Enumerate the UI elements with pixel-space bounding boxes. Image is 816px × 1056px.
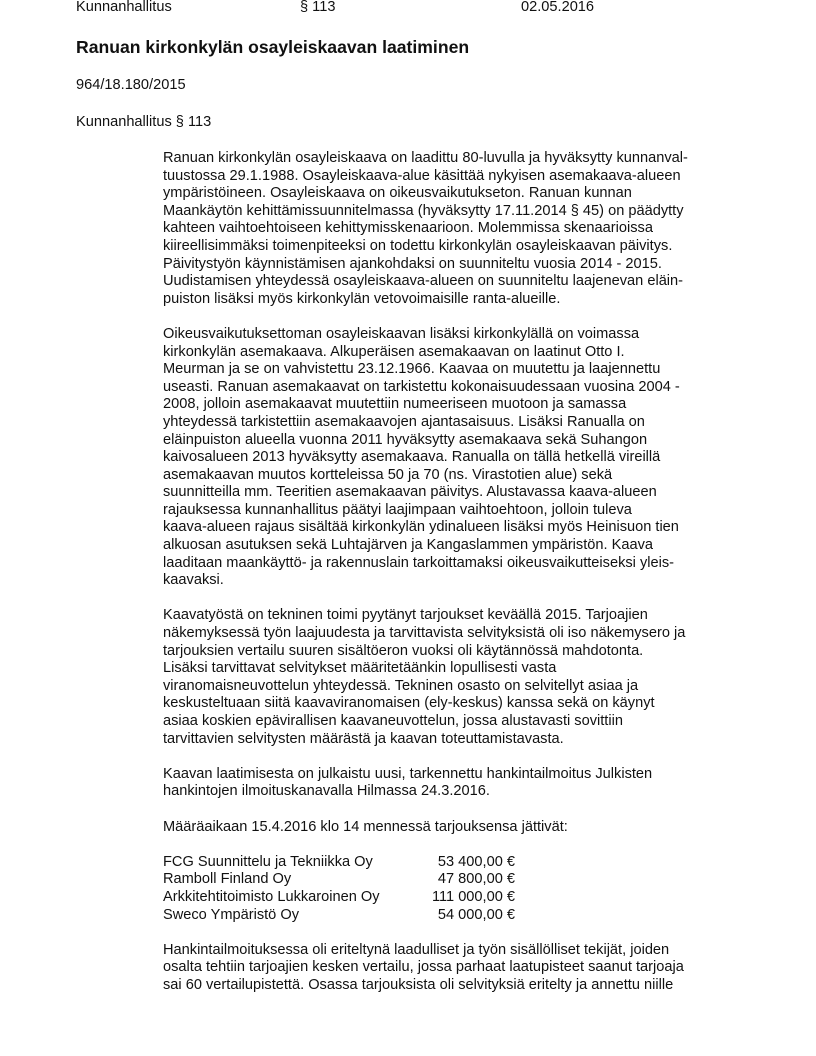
text-line: kahteen vaihtoehtoiseen kehittymisskenaarioon. Molemmissa skenaarioissa	[163, 220, 653, 237]
text-line: Kaavatyöstä on tekninen toimi pyytänyt tarjoukset keväällä 2015. Tarjoajien	[163, 607, 648, 624]
bid-row	[163, 871, 753, 889]
text-line: kaivosalueen 2013 hyväksytty asemakaava. Ranualla on tällä hetkellä vireillä	[163, 449, 661, 466]
text-line: Meurman ja se on vahvistettu 23.12.1966. Kaavaa on muutettu ja laajennettu	[163, 361, 661, 378]
text-line: asemakaavan muutos kortteleissa 50 ja 70 (ns. Virastotien alue) sekä	[163, 466, 613, 483]
text-line: eläinpuiston alueella vuonna 2011 hyväksytty asemakaava sekä Suhangon	[163, 431, 648, 448]
text-line: Hankintailmoituksessa oli eriteltynä laadulliset ja työn sisällölliset tekijät, joiden	[163, 941, 670, 958]
text-line: kirkonkylän asemakaava. Alkuperäisen asemakaavan on laatinut Otto I.	[163, 343, 625, 360]
text-line: kaavaksi.	[163, 572, 224, 589]
text-line: laaditaan maankäyttö- ja rakennuslain tarkoittamaksi oikeusvaikutteiseksi yleis-	[163, 554, 675, 571]
text-line: hankintojen ilmoituskanavalla Hilmassa 24.3.2016.	[163, 783, 490, 800]
text-line: keskusteltuaan siitä kaavaviranomaisen (ely-keskus) kanssa sekä on käynyt	[163, 695, 655, 712]
text-line: yhteydessä tarkistettiin asemakaavojen ajantasaisuus. Lisäksi Ranualla on	[163, 413, 645, 430]
bid-company: Sweco Ympäristö Oy	[163, 906, 299, 923]
text-line: näkemyksessä työn laajuudesta ja tarvittavista selvityksistä oli iso näkemysero ja	[163, 625, 686, 642]
text-line: Maankäytön kehittämissuunnitelmassa (hyväksytty 17.11.2014 § 45) on päädytty	[163, 202, 684, 219]
text-line: Oikeusvaikutuksettoman osayleiskaavan lisäksi kirkonkylällä on voimassa	[163, 325, 640, 342]
bid-amount: 54 000,00 €	[437, 906, 515, 923]
text-line: Ranuan kirkonkylän osayleiskaava on laadittu 80-luvulla ja hyväksytty kunnanval-	[163, 150, 688, 166]
paragraph-evaluation	[163, 942, 753, 995]
text-line: tuustossa 29.1.1988. Osayleiskaava-alue käsittää nykyisen asemakaava-alueen	[163, 167, 681, 184]
document-title: Ranuan kirkonkylän osayleiskaavan laatiminen	[76, 37, 470, 57]
text-line: kiireellisimmäksi toimenpiteeksi on todettu kirkonkylän osayleiskaavan päivitys.	[163, 237, 673, 254]
page-header	[76, 0, 716, 17]
paragraph-zoning-history	[163, 326, 753, 590]
text-line: rajauksessa kunnanhallitus päätyi laajimpaan vaihtoehtoon, jolloin tuleva	[163, 501, 632, 518]
text-line: puiston lisäksi myös kirkonkylän vetovoimaisille ranta-alueille.	[163, 290, 561, 307]
bid-amount: 111 000,00 €	[431, 888, 515, 905]
text-line: Uudistamisen yhteydessä osayleiskaava-alueen on suunniteltu laajenevan eläin-	[163, 273, 684, 290]
bid-row	[163, 907, 753, 925]
text-line: Päivitystyön käynnistämisen ajankohdaksi on suunniteltu vuosia 2014 - 2015.	[163, 255, 662, 272]
text-line: tarjouksien vertailu suuren sisältöeron vuoksi oli käytännössä mahdotonta.	[163, 642, 644, 659]
text-line: ympäristöineen. Osayleiskaava on oikeusvaikutukseton. Ranuan kunnan	[163, 185, 632, 202]
text-line: kaava-alueen rajaus sisältää kirkonkylän ydinalueen lisäksi myös Heinisuon tien	[163, 519, 679, 536]
text-line: alkuosan asutuksen sekä Luhtajärven ja Kangaslammen ympäristön. Kaava	[163, 537, 653, 554]
section-reference: Kunnanhallitus § 113	[76, 114, 212, 130]
header-section: § 113	[300, 0, 336, 15]
text-line: useasti. Ranuan asemakaavat on tarkistettu kokonaisuudessaan vuosina 2004 -	[163, 378, 680, 395]
text-line: Määräaikaan 15.4.2016 klo 14 mennessä tarjouksensa jättivät:	[163, 818, 568, 835]
text-line: osalta tehtiin tarjoajien kesken vertailu, jossa parhaat laatupisteet saanut tarjoaja	[163, 959, 684, 976]
text-line: viranomaisneuvottelun yhteydessä. Tekninen osasto on selvitellyt asiaa ja	[163, 677, 639, 694]
text-line: Lisäksi tarvittavat selvitykset määritetäänkin lopullisesti vasta	[163, 660, 557, 677]
bid-amount: 53 400,00 €	[437, 853, 515, 870]
bid-amount: 47 800,00 €	[437, 871, 515, 888]
text-line: 2008, jolloin asemakaavat muutettiin numeeriseen muotoon ja samassa	[163, 396, 627, 413]
paragraph-background	[163, 150, 753, 308]
bid-company: FCG Suunnittelu ja Tekniikka Oy	[163, 853, 373, 870]
paragraph-deadline	[163, 819, 753, 837]
paragraph-tendering	[163, 607, 753, 748]
paragraph-procurement-notice	[163, 766, 753, 801]
document-body	[163, 150, 753, 1012]
text-line: tarvittavien selvitysten määrästä ja kaavan toteuttamistavasta.	[163, 730, 564, 747]
text-line: Kaavan laatimisesta on julkaistu uusi, tarkennettu hankintailmoitus Julkisten	[163, 765, 653, 782]
bid-row	[163, 854, 753, 872]
bids-table	[163, 854, 753, 924]
text-line: sai 60 vertailupistettä. Osassa tarjouksista oli selvityksiä eritelty ja annettu niille	[163, 976, 674, 993]
bid-company: Ramboll Finland Oy	[163, 871, 292, 888]
bid-row	[163, 889, 753, 907]
header-organ: Kunnanhallitus	[76, 0, 172, 15]
diary-number: 964/18.180/2015	[76, 77, 186, 93]
header-date: 02.05.2016	[521, 0, 595, 15]
text-line: suunnitteilla mm. Teeritien asemakaavan päivitys. Alustavassa kaava-alueen	[163, 484, 657, 501]
text-line: asiaa koskien epävirallisen kaavaneuvottelun, jossa alustavasti sovittiin	[163, 713, 623, 729]
bid-company: Arkkitehtitoimisto Lukkaroinen Oy	[163, 888, 380, 905]
